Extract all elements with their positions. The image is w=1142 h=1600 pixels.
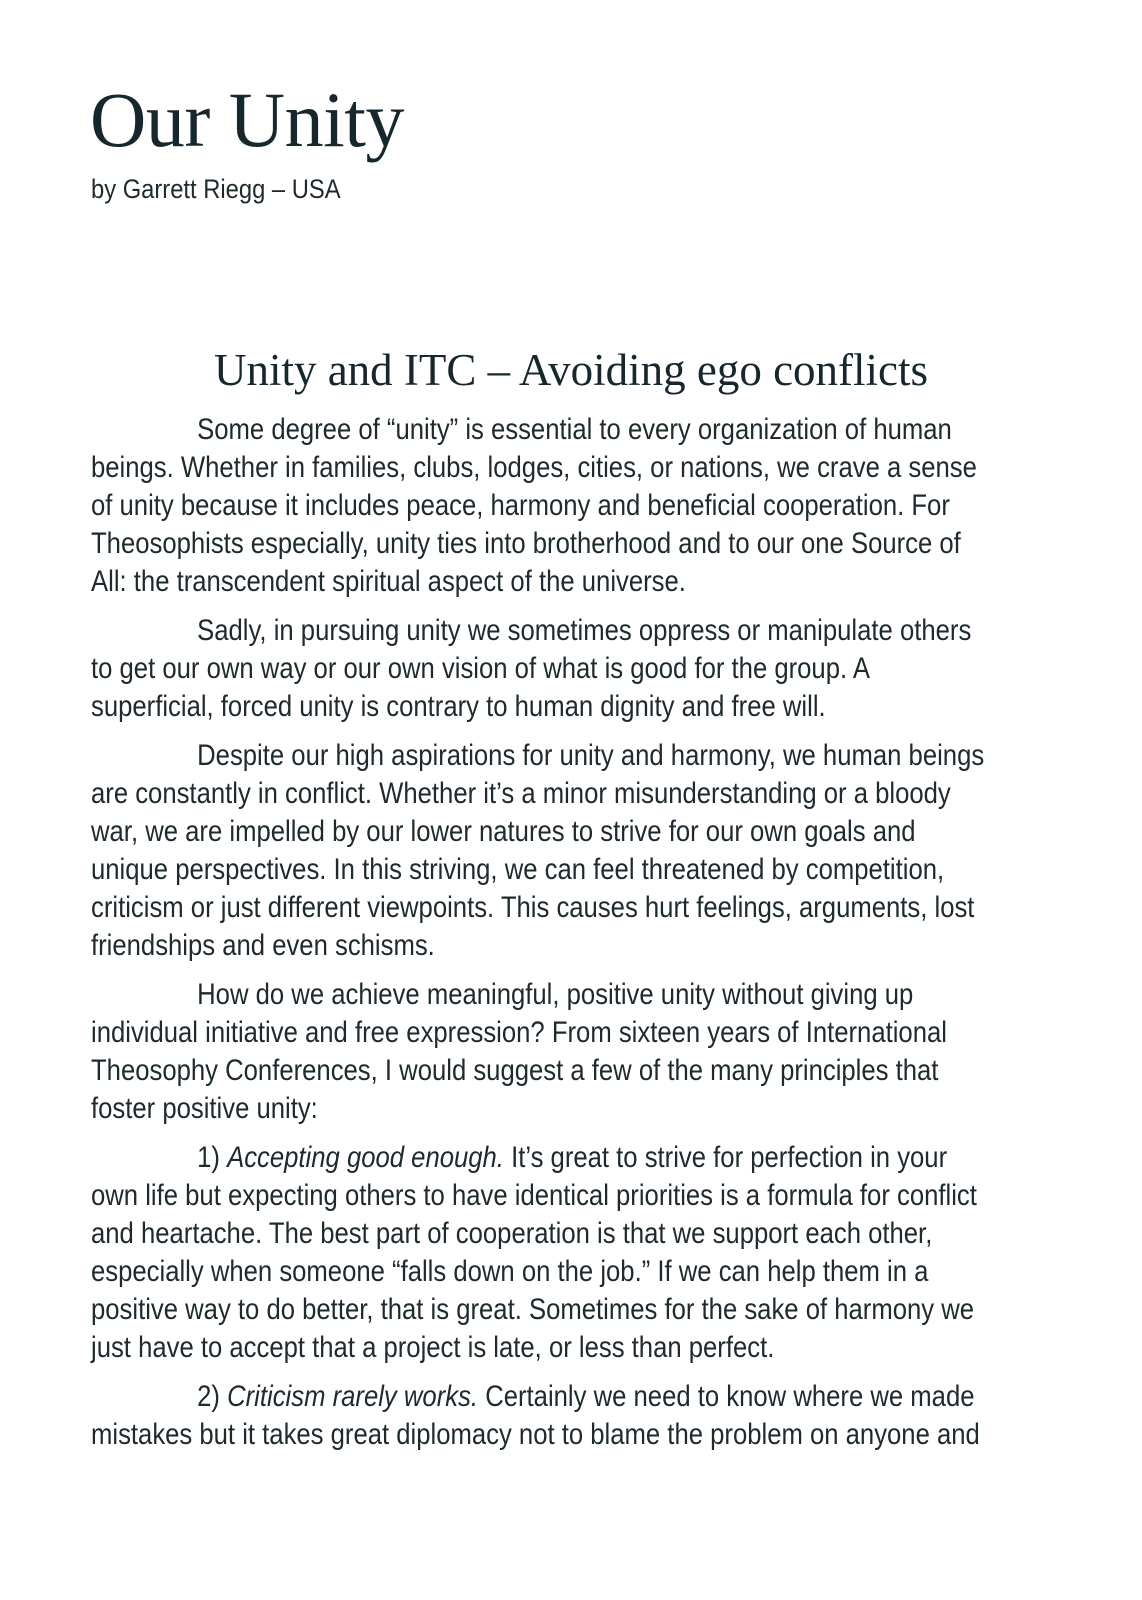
paragraph-line: of unity because it includes peace, harmony and beneficial cooperation. For bbox=[91, 489, 950, 522]
paragraph-line: and heartache. The best part of cooperation is that we support each other, bbox=[91, 1217, 933, 1250]
principle-number: 2) bbox=[197, 1380, 220, 1413]
paragraph-line: friendships and even schisms. bbox=[91, 929, 435, 962]
paragraph bbox=[91, 737, 1026, 965]
paragraph-line: individual initiative and free expression? From sixteen years of International bbox=[91, 1016, 947, 1049]
paragraph-line: mistakes but it takes great diplomacy not to blame the problem on anyone and bbox=[91, 1418, 980, 1451]
paragraph-line: Some degree of “unity” is essential to every organization of human bbox=[197, 413, 952, 446]
principle-number: 1) bbox=[197, 1141, 220, 1174]
paragraph-line-rest: Certainly we need to know where we made bbox=[485, 1380, 975, 1413]
paragraph-line: foster positive unity: bbox=[91, 1092, 318, 1125]
principle-paragraph bbox=[91, 1378, 1026, 1454]
paragraph-line: unique perspectives. In this striving, we can feel threatened by competition, bbox=[91, 853, 945, 886]
paragraph-line: criticism or just different viewpoints. This causes hurt feelings, arguments, lost bbox=[91, 891, 975, 924]
paragraph-line: just have to accept that a project is late, or less than perfect. bbox=[91, 1331, 775, 1364]
author-byline: by Garrett Riegg – USA bbox=[91, 174, 341, 204]
paragraph-line: How do we achieve meaningful, positive unity without giving up bbox=[197, 978, 914, 1011]
paragraph-line: Sadly, in pursuing unity we sometimes oppress or manipulate others bbox=[197, 614, 972, 647]
paragraph-line: superficial, forced unity is contrary to human dignity and free will. bbox=[91, 690, 826, 723]
principle-paragraph bbox=[91, 1139, 1026, 1367]
paragraph-line-rest: It’s great to strive for perfection in your bbox=[511, 1141, 948, 1174]
paragraph-line: positive way to do better, that is great. Sometimes for the sake of harmony we bbox=[91, 1293, 975, 1326]
paragraph-line: especially when someone “falls down on the job.” If we can help them in a bbox=[91, 1255, 929, 1288]
paragraph bbox=[91, 976, 1026, 1128]
principle-title: Criticism rarely works. bbox=[227, 1380, 479, 1413]
paragraph-line: All: the transcendent spiritual aspect of the universe. bbox=[91, 565, 686, 598]
paragraph-line: war, we are impelled by our lower natures to strive for our own goals and bbox=[91, 815, 916, 848]
paragraph-line: Theosophy Conferences, I would suggest a few of the many principles that bbox=[91, 1054, 939, 1087]
principle-title: Accepting good enough. bbox=[227, 1141, 504, 1174]
paragraph-line bbox=[91, 1378, 1026, 1416]
paragraph-line: are constantly in conflict. Whether it’s a minor misunderstanding or a bloody bbox=[91, 777, 951, 810]
paragraph-line: Theosophists especially, unity ties into brotherhood and to our one Source of bbox=[91, 527, 961, 560]
paragraph-line: beings. Whether in families, clubs, lodges, cities, or nations, we crave a sense bbox=[91, 451, 977, 484]
article-body bbox=[91, 411, 1026, 1465]
paragraph-line: Despite our high aspirations for unity and harmony, we human beings bbox=[197, 739, 985, 772]
paragraph bbox=[91, 411, 1026, 601]
paragraph-line bbox=[91, 1139, 1026, 1177]
paragraph bbox=[91, 612, 1026, 726]
paragraph-line: own life but expecting others to have identical priorities is a formula for conflict bbox=[91, 1179, 977, 1212]
section-heading: Unity and ITC – Avoiding ego conflicts bbox=[213, 345, 929, 395]
paragraph-line: to get our own way or our own vision of what is good for the group. A bbox=[91, 652, 870, 685]
article-title: Our Unity bbox=[90, 76, 404, 163]
